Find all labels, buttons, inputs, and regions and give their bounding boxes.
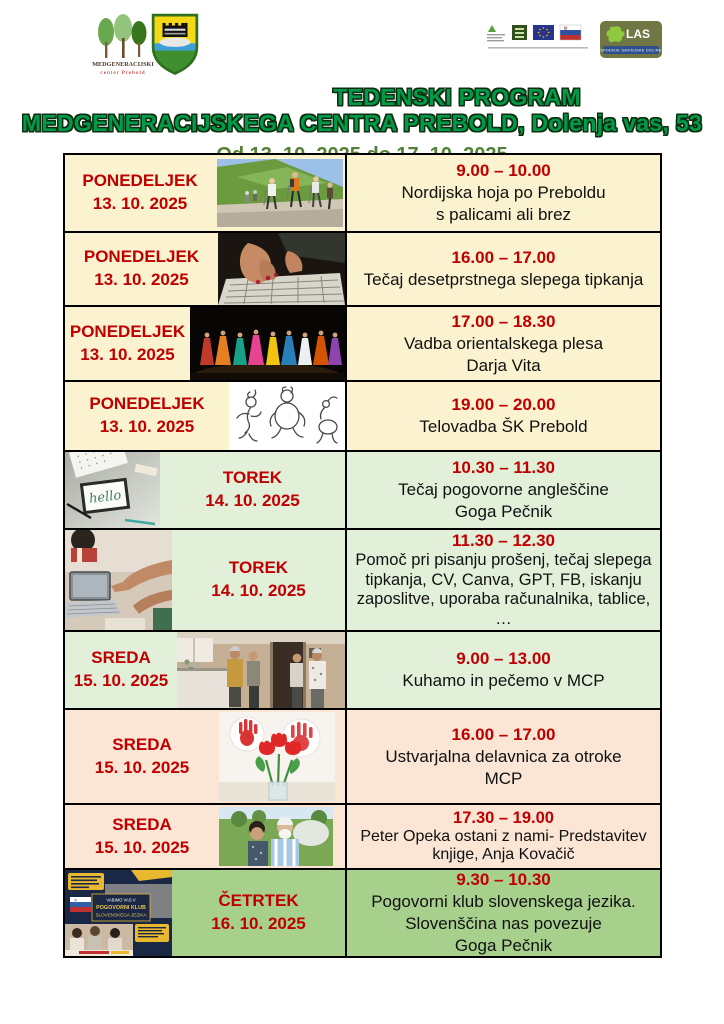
activity-line: Telovadba ŠK Prebold	[419, 417, 588, 437]
table-row	[65, 868, 660, 956]
table-row	[65, 803, 660, 868]
row-date: 15. 10. 2025	[94, 837, 190, 857]
table-row	[65, 305, 660, 380]
row-day-cell	[65, 382, 347, 450]
row-day-date	[65, 632, 177, 708]
trees-icon	[88, 14, 158, 78]
row-date: 13. 10. 2025	[99, 417, 195, 436]
table-row	[65, 380, 660, 450]
row-day-date	[65, 233, 218, 305]
table-row	[65, 231, 660, 305]
peter-opeka-photo	[219, 807, 333, 866]
row-day: SREDA	[112, 734, 172, 754]
activity-line: …	[495, 609, 512, 628]
las-subtitle: SPODNJE SAVINJSKE DOLINE	[600, 48, 662, 53]
activity-line: MCP	[484, 768, 523, 788]
activity-time: 9.00 – 10.00	[456, 161, 551, 181]
activity-time: 9.00 – 13.00	[456, 649, 551, 669]
row-activity-cell	[347, 710, 660, 803]
activity-line: knjige, Anja Kovačič	[432, 845, 575, 863]
table-row	[65, 450, 660, 528]
table-row	[65, 630, 660, 708]
leader-logo-icon	[512, 25, 527, 40]
poster-line3: SLOVENSKEGA JEZIKA	[95, 912, 147, 918]
typing-keyboard-photo	[218, 233, 345, 305]
activity-line: Tečaj pogovorne angleščine	[398, 480, 609, 500]
activity-line: Kuhamo in pečemo v MCP	[402, 671, 605, 691]
eu-flag-icon	[533, 25, 554, 40]
weekly-schedule-table	[63, 153, 662, 958]
row-activity-cell	[347, 382, 660, 450]
row-day-date	[65, 805, 219, 868]
activity-time: 19.00 – 20.00	[451, 395, 556, 415]
row-day-cell	[65, 632, 347, 708]
hello-card-text: hello	[88, 488, 123, 507]
computer-help-photo	[65, 530, 172, 630]
activity-line: Goga Pečnik	[454, 935, 553, 955]
activity-line: Darja Vita	[466, 355, 541, 375]
slovenia-flag-icon	[560, 25, 581, 40]
activity-line: Peter Opeka ostani z nami- Predstavitev	[360, 827, 647, 845]
activity-line: Ustvarjalna delavnica za otroke	[385, 746, 622, 766]
row-date: 16. 10. 2025	[211, 914, 306, 933]
poster-line2: POGOVORNI KLUB	[96, 905, 146, 911]
row-day: TOREK	[228, 558, 289, 578]
row-day-date	[65, 710, 219, 803]
row-day: PONEDELJEK	[69, 321, 186, 341]
row-activity-cell	[347, 233, 660, 305]
row-activity-cell	[347, 307, 660, 380]
row-day-cell	[65, 805, 347, 868]
page-header	[0, 0, 724, 152]
language-club-poster	[65, 870, 172, 956]
row-activity-cell	[347, 632, 660, 708]
activity-line: zaposlitve, uporaba računalnika, tablice,	[356, 590, 651, 609]
row-date: 14. 10. 2025	[205, 491, 300, 510]
oriental-dance-photo	[190, 307, 345, 380]
activity-line: Nordijska hoja po Preboldu	[401, 183, 606, 203]
row-day-cell	[65, 307, 347, 380]
row-activity-cell	[347, 452, 660, 528]
row-day-cell	[65, 452, 347, 528]
row-day-cell	[65, 710, 347, 803]
activity-line: Goga Pečnik	[454, 502, 553, 522]
slovenia-flag-icon	[70, 897, 91, 912]
row-day: SREDA	[112, 814, 172, 834]
activity-time: 17.30 – 19.00	[453, 808, 554, 827]
row-day-date	[172, 530, 345, 630]
row-day-cell	[65, 870, 347, 956]
eu-funding-logos	[486, 22, 598, 56]
activity-line: s palicami ali brez	[435, 205, 572, 225]
activity-time: 11.30 – 12.30	[451, 531, 556, 551]
las-label: LAS	[626, 27, 650, 41]
program-logo-icon	[487, 25, 505, 41]
funding-caption-line	[488, 47, 588, 49]
row-date: 13. 10. 2025	[80, 344, 175, 364]
activity-line: Tečaj desetprstnega slepega tipkanja	[363, 270, 644, 290]
activity-line: Pomoč pri pisanju prošenj, tečaj slepega	[355, 551, 652, 570]
row-day-date	[65, 382, 229, 450]
page-title-line1: TEDENSKI PROGRAM	[333, 84, 581, 110]
hello-notebook-photo	[65, 452, 160, 528]
row-day: PONEDELJEK	[83, 247, 200, 267]
row-day: TOREK	[222, 468, 283, 488]
row-day-cell	[65, 155, 347, 231]
row-activity-cell	[347, 805, 660, 868]
row-day: ČETRTEK	[218, 891, 299, 911]
mcp-logo-subtitle: center Prebold	[100, 70, 146, 76]
activity-time: 16.00 – 17.00	[451, 724, 556, 744]
table-row	[65, 708, 660, 803]
row-day: PONEDELJEK	[82, 171, 198, 191]
row-date: 14. 10. 2025	[211, 581, 306, 600]
activity-line: tipkanja, CV, Canva, GPT, FB, iskanju	[365, 570, 642, 589]
exercise-cartoon	[229, 382, 345, 450]
row-day-cell	[65, 233, 347, 305]
mcp-logo	[88, 14, 158, 78]
table-row	[65, 528, 660, 630]
row-day-date	[65, 307, 190, 380]
activity-line: Vadba orientalskega plesa	[403, 333, 604, 353]
row-activity-cell	[347, 530, 660, 630]
poster-line1: VABIMO VAS V	[106, 897, 136, 903]
row-day: SREDA	[91, 648, 151, 668]
page-title-line2: MEDGENERACIJSKEGA CENTRA PREBOLD, Dolenja vas, 53	[21, 110, 703, 136]
row-activity-cell	[347, 870, 660, 956]
activity-line: Slovenščina nas povezuje	[405, 914, 602, 934]
row-day-date	[160, 452, 345, 528]
nordic-walking-photo	[217, 159, 343, 227]
row-date: 15. 10. 2025	[73, 671, 169, 690]
activity-time: 17.00 – 18.30	[451, 311, 556, 331]
row-day-date	[65, 155, 215, 231]
activity-line: Pogovorni klub slovenskega jezika.	[371, 892, 636, 912]
las-logo	[600, 21, 662, 58]
mcp-logo-name: MEDGENERACIJSKI	[92, 61, 154, 68]
kitchen-cooking-photo	[177, 632, 345, 708]
prebold-coat-of-arms-icon	[150, 12, 200, 78]
row-day-date	[172, 870, 345, 956]
activity-time: 16.00 – 17.00	[451, 248, 556, 268]
tulip-craft-photo	[219, 712, 335, 801]
row-date: 13. 10. 2025	[92, 194, 188, 213]
row-date: 15. 10. 2025	[94, 757, 190, 777]
activity-time: 9.30 – 10.30	[456, 870, 551, 890]
row-day-cell	[65, 530, 347, 630]
activity-time: 10.30 – 11.30	[451, 458, 556, 478]
row-activity-cell	[347, 155, 660, 231]
table-row	[65, 155, 660, 231]
row-date: 13. 10. 2025	[94, 270, 189, 289]
row-day: PONEDELJEK	[89, 394, 205, 414]
